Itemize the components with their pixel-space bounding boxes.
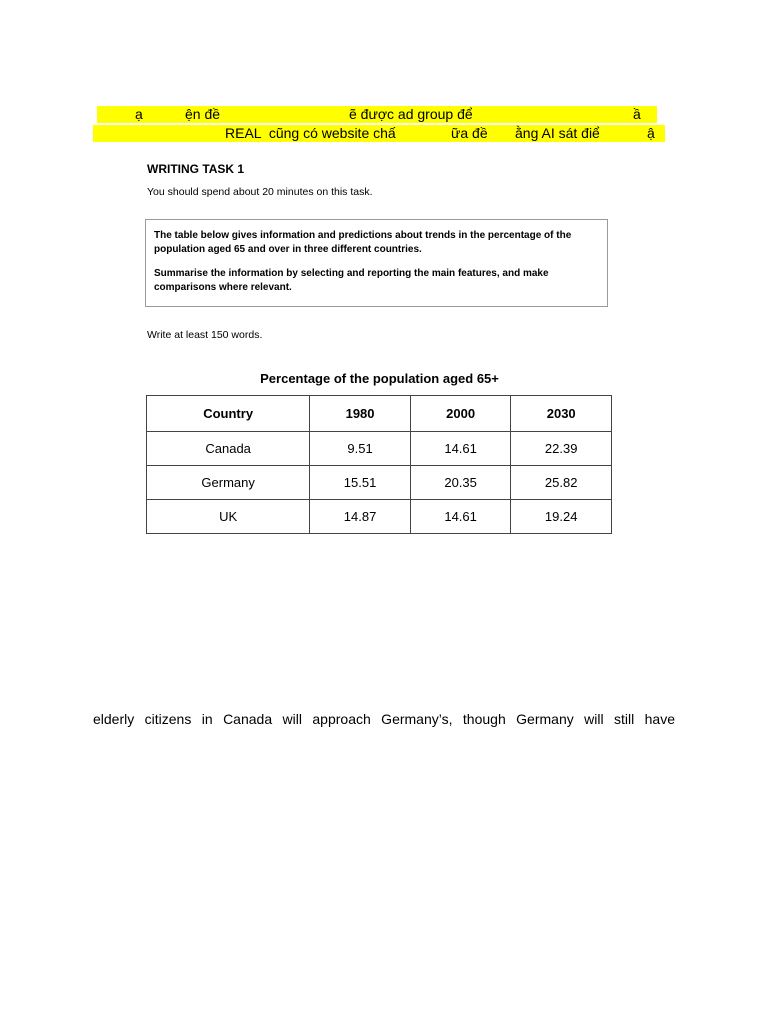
- banner-fragment: REAL cũng có website chấ: [225, 125, 396, 141]
- task-time-instruction: You should spend about 20 minutes on this task.: [147, 186, 373, 198]
- cell-value: 15.51: [310, 466, 411, 500]
- cell-value: 19.24: [511, 500, 612, 534]
- task-instruction: Summarise the information by selecting and reporting the main features, and make comparisons where relevant.: [154, 268, 549, 293]
- header-2030: 2030: [511, 396, 612, 432]
- banner-fragment: ện đề: [185, 106, 221, 122]
- cell-value: 14.87: [310, 500, 411, 534]
- essay-text-line: elderly citizens in Canada will approach Germany’s, though Germany will still have: [93, 711, 675, 727]
- cell-value: 25.82: [511, 466, 612, 500]
- banner-fragment: ẽ được ad group để: [349, 106, 473, 122]
- task-prompt: The table below gives information and predictions about trends in the percentage of the population aged 65 and over in three different countries.: [154, 230, 572, 255]
- header-2000: 2000: [410, 396, 511, 432]
- table-title: Percentage of the population aged 65+: [260, 371, 499, 386]
- cell-value: 14.61: [410, 500, 511, 534]
- table-row: [147, 500, 612, 534]
- table-row: [147, 466, 612, 500]
- table-header-row: [147, 396, 612, 432]
- banner-fragment: ữa đề: [451, 125, 488, 141]
- cell-country: Canada: [147, 432, 310, 466]
- table-row: [147, 432, 612, 466]
- word-count-instruction: Write at least 150 words.: [147, 329, 263, 341]
- population-table: [146, 395, 612, 534]
- header-1980: 1980: [310, 396, 411, 432]
- cell-value: 14.61: [410, 432, 511, 466]
- cell-value: 22.39: [511, 432, 612, 466]
- header-country: Country: [147, 396, 310, 432]
- cell-country: UK: [147, 500, 310, 534]
- cell-country: Germany: [147, 466, 310, 500]
- banner-fragment: ầ: [633, 106, 641, 122]
- task-prompt-box: [145, 219, 608, 307]
- banner-fragment: ậ: [647, 125, 655, 141]
- cell-value: 9.51: [310, 432, 411, 466]
- banner-fragment: ằng AI sát điể: [515, 125, 600, 141]
- banner-fragment: ạ: [135, 106, 143, 122]
- cell-value: 20.35: [410, 466, 511, 500]
- task-title: WRITING TASK 1: [147, 162, 245, 176]
